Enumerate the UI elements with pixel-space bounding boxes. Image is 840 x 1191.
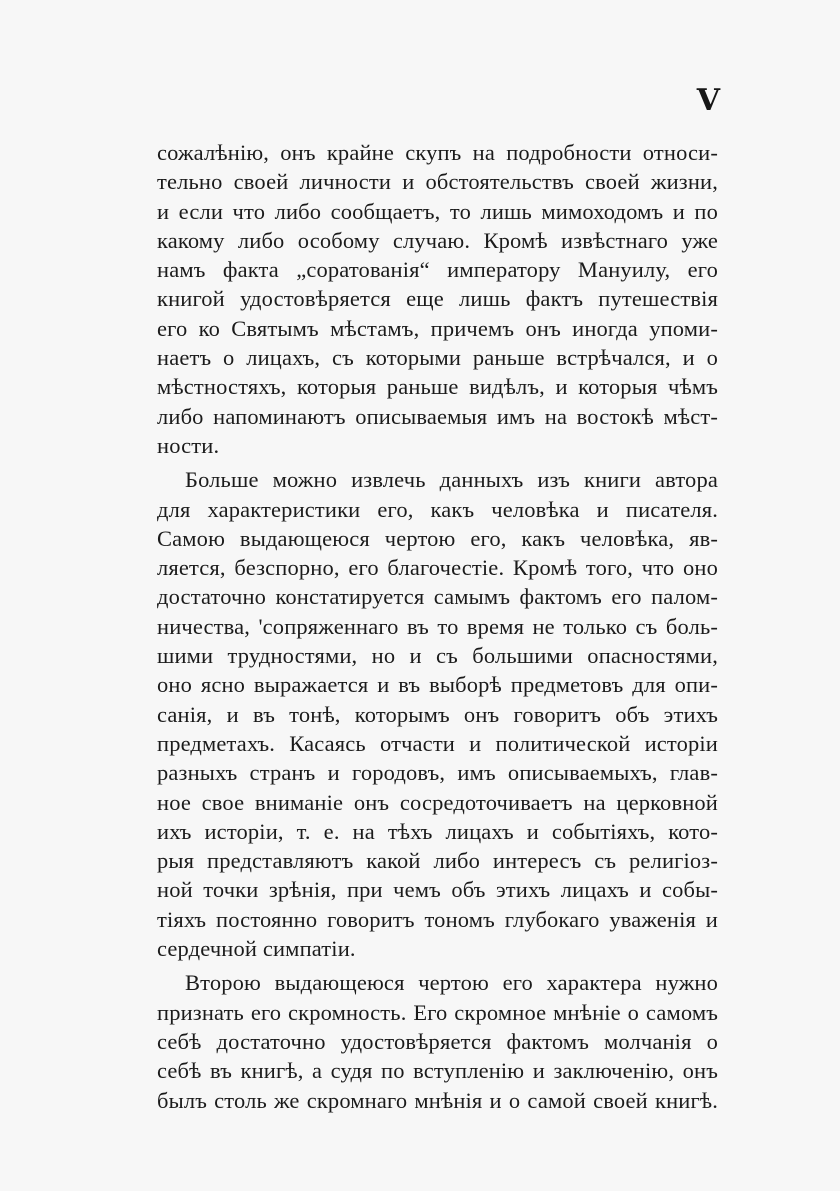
text-line: намъ факта „соратованія“ императору Мануилу, его [157, 257, 718, 283]
paragraph-3 [157, 968, 718, 1114]
text-line: шими трудностями, но и съ большими опасностями, [157, 643, 718, 669]
text-line: признать его скромность. Его скромное мнѣніе о самомъ [157, 999, 718, 1025]
text-line: книгой удостовѣряется еще лишь фактъ путешествія [157, 286, 718, 312]
text-line: ное свое вниманіе онъ сосредоточиваетъ на церковной [157, 789, 718, 815]
text-line: сожалѣнію, онъ крайне скупъ на подробности относи- [157, 140, 718, 165]
text-line: мѣстностяхъ, которыя раньше видѣлъ, и которыя чѣмъ [157, 374, 718, 400]
text-line: и если что либо сообщаетъ, то лишь мимоходомъ и по [157, 198, 718, 224]
text-line: тіяхъ постоянно говоритъ тономъ глубокаго уваженія и [157, 906, 718, 932]
text-line: его ко Святымъ мѣстамъ, причемъ онъ иногда упоми- [157, 315, 718, 341]
text-line: разныхъ странъ и городовъ, имъ описываемыхъ, глав- [157, 760, 718, 786]
text-line: себѣ достаточно удостовѣряется фактомъ молчанія о [157, 1028, 718, 1054]
paragraph-2 [157, 465, 718, 963]
text-line: либо напоминаютъ описываемыя имъ на востокѣ мѣст- [157, 403, 718, 429]
text-line: оно ясно выражается и въ выборѣ предметовъ для опи- [157, 672, 718, 698]
text-line: какому либо особому случаю. Кромѣ извѣстнаго уже [157, 227, 718, 253]
text-line: ной точки зрѣнія, при чемъ объ этихъ лицахъ и собы- [157, 877, 718, 903]
paragraph-1 [157, 138, 718, 460]
text-line: санія, и въ тонѣ, которымъ онъ говоритъ объ этихъ [157, 701, 718, 727]
text-line: былъ столь же скромнаго мнѣнія и о самой своей книгѣ. [157, 1087, 718, 1113]
text-line: рыя представляютъ какой либо интересъ съ религіоз- [157, 848, 718, 874]
text-line: Второю выдающеюся чертою его характера нужно [185, 970, 718, 996]
text-line: Самою выдающеюся чертою его, какъ человѣка, яв- [157, 525, 718, 551]
text-line: тельно своей личности и обстоятельствъ своей жизни, [157, 169, 718, 195]
text-line: достаточно констатируется самымъ фактомъ его палом- [157, 584, 718, 610]
text-line: ничества, 'сопряженнаго въ то время не только съ боль- [157, 613, 718, 639]
text-line: ляется, безспорно, его благочестіе. Кромѣ того, что оно [157, 555, 718, 581]
text-line: ихъ исторіи, т. е. на тѣхъ лицахъ и событіяхъ, кото- [157, 818, 718, 844]
body-text [157, 138, 718, 1115]
text-line: предметахъ. Касаясь отчасти и политической исторіи [157, 730, 718, 756]
text-line: сердечной симпатіи. [157, 936, 356, 962]
page-number: V [696, 83, 720, 118]
text-line: для характеристики его, какъ человѣка и писателя. [157, 496, 718, 522]
text-line: ности. [157, 432, 220, 458]
text-line: себѣ въ книгѣ, а судя по вступленію и заключенію, онъ [157, 1058, 718, 1084]
text-line: Больше можно извлечь данныхъ изъ книги автора [185, 467, 718, 493]
text-line: наетъ о лицахъ, съ которыми раньше встрѣчался, и о [157, 345, 718, 371]
